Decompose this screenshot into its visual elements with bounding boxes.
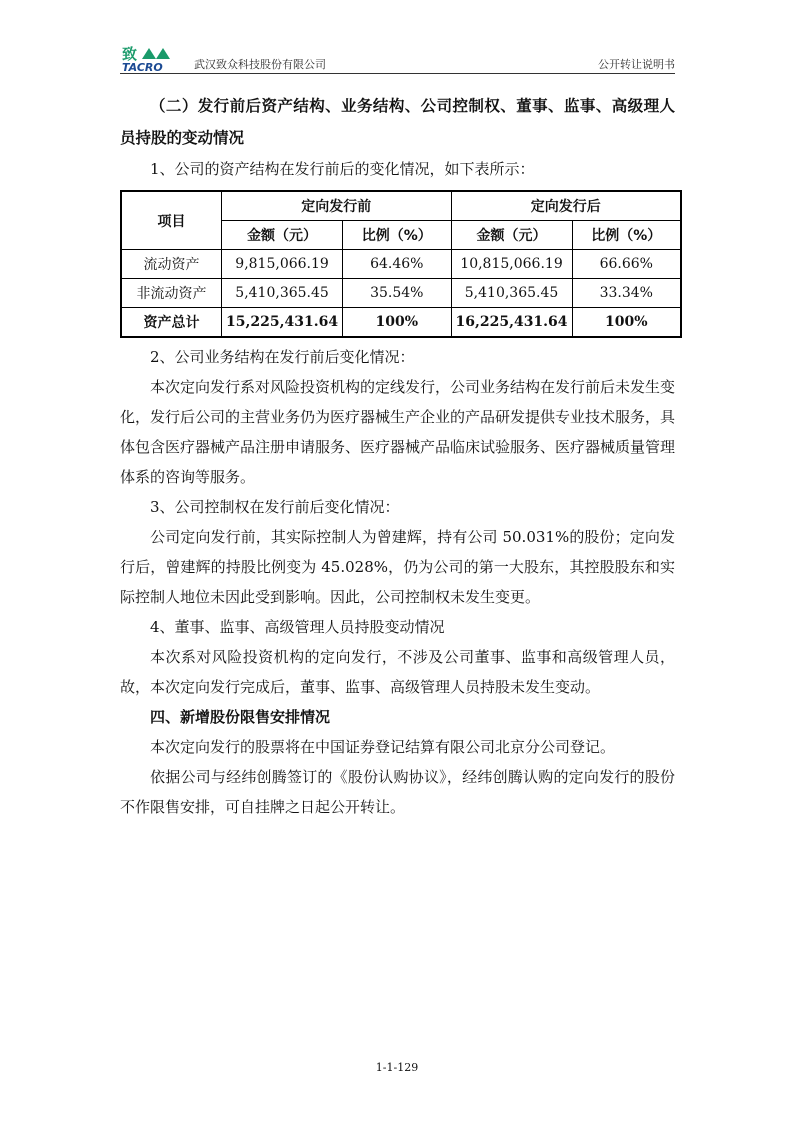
- tacro-logo: [120, 44, 190, 72]
- before-amount-header: 金额（元）: [222, 221, 343, 250]
- table-row: [121, 250, 681, 279]
- row-item: 资产总计: [121, 308, 222, 338]
- row-before-ratio: 100%: [343, 308, 451, 338]
- document-title: 公开转让说明书: [598, 58, 675, 71]
- item-1-intro: 1、公司的资产结构在发行前后的变化情况，如下表所示：: [150, 160, 535, 178]
- section-4-heading: 四、新增股份限售安排情况: [150, 708, 331, 726]
- item-4-body: 本次系对风险投资机构的定向发行，不涉及公司董事、监事和高级管理人员，故，本次定向发行完成后，董事、监事、高级管理人员持股未发生变动。: [120, 648, 675, 696]
- item-2-body: 本次定向发行系对风险投资机构的定线发行，公司业务结构在发行前后未发生变化，发行后公司的主营业务仍为医疗器械生产企业的产品研发提供专业技术服务，具体包含医疗器械产品注册申请服务、医疗器械产品临床试验服务、医疗器械质量管理体系的咨询等服务。: [120, 378, 676, 486]
- col-item-header: 项目: [121, 191, 222, 250]
- row-before-amount: 15,225,431.64: [222, 308, 343, 338]
- page-number: 1-1-129: [375, 1061, 419, 1074]
- item-2-heading: 2、公司业务结构在发行前后变化情况：: [150, 348, 415, 366]
- page-content: [120, 90, 675, 822]
- table-row: [121, 279, 681, 308]
- group-after-header: 定向发行后: [451, 191, 681, 221]
- svg-text:TACRO: TACRO: [122, 61, 163, 72]
- asset-structure-table: [120, 190, 682, 338]
- section-4-paragraph-2: 依据公司与经纬创腾签订的《股份认购协议》，经纬创腾认购的定向发行的股份不作限售安排，可自挂牌之日起公开转让。: [120, 768, 675, 816]
- row-before-amount: 5,410,365.45: [222, 279, 343, 308]
- row-after-amount: 10,815,066.19: [451, 250, 572, 279]
- table-row-total: [121, 308, 681, 338]
- row-after-ratio: 33.34%: [572, 279, 681, 308]
- page-header: [120, 44, 675, 75]
- row-item: 非流动资产: [121, 279, 222, 308]
- item-3-heading: 3、公司控制权在发行前后变化情况：: [150, 498, 400, 516]
- section-2-heading: （二）发行前后资产结构、业务结构、公司控制权、董事、监事、高级理人员持股的变动情况: [120, 97, 675, 147]
- row-after-ratio: 100%: [572, 308, 681, 338]
- item-4-heading: 4、董事、监事、高级管理人员持股变动情况: [150, 618, 445, 636]
- row-after-amount: 5,410,365.45: [451, 279, 572, 308]
- svg-text:致: 致: [122, 45, 138, 63]
- after-amount-header: 金额（元）: [451, 221, 572, 250]
- before-ratio-header: 比例（%）: [343, 221, 451, 250]
- section-4-paragraph-1: 本次定向发行的股票将在中国证券登记结算有限公司北京分公司登记。: [150, 738, 616, 756]
- after-ratio-header: 比例（%）: [572, 221, 681, 250]
- company-name: 武汉致众科技股份有限公司: [194, 58, 326, 71]
- row-after-ratio: 66.66%: [572, 250, 681, 279]
- group-before-header: 定向发行前: [222, 191, 451, 221]
- row-item: 流动资产: [121, 250, 222, 279]
- row-before-amount: 9,815,066.19: [222, 250, 343, 279]
- row-before-ratio: 35.54%: [343, 279, 451, 308]
- item-3-body: 公司定向发行前，其实际控制人为曾建辉，持有公司 50.031%的股份；定向发行后，曾建辉的持股比例变为 45.028%，仍为公司的第一大股东，其控股股东和实际控制人地位未因此受到影响。因此，公司控制权未发生变更。: [120, 528, 675, 606]
- header-rule: [120, 73, 675, 74]
- row-after-amount: 16,225,431.64: [451, 308, 572, 338]
- row-before-ratio: 64.46%: [343, 250, 451, 279]
